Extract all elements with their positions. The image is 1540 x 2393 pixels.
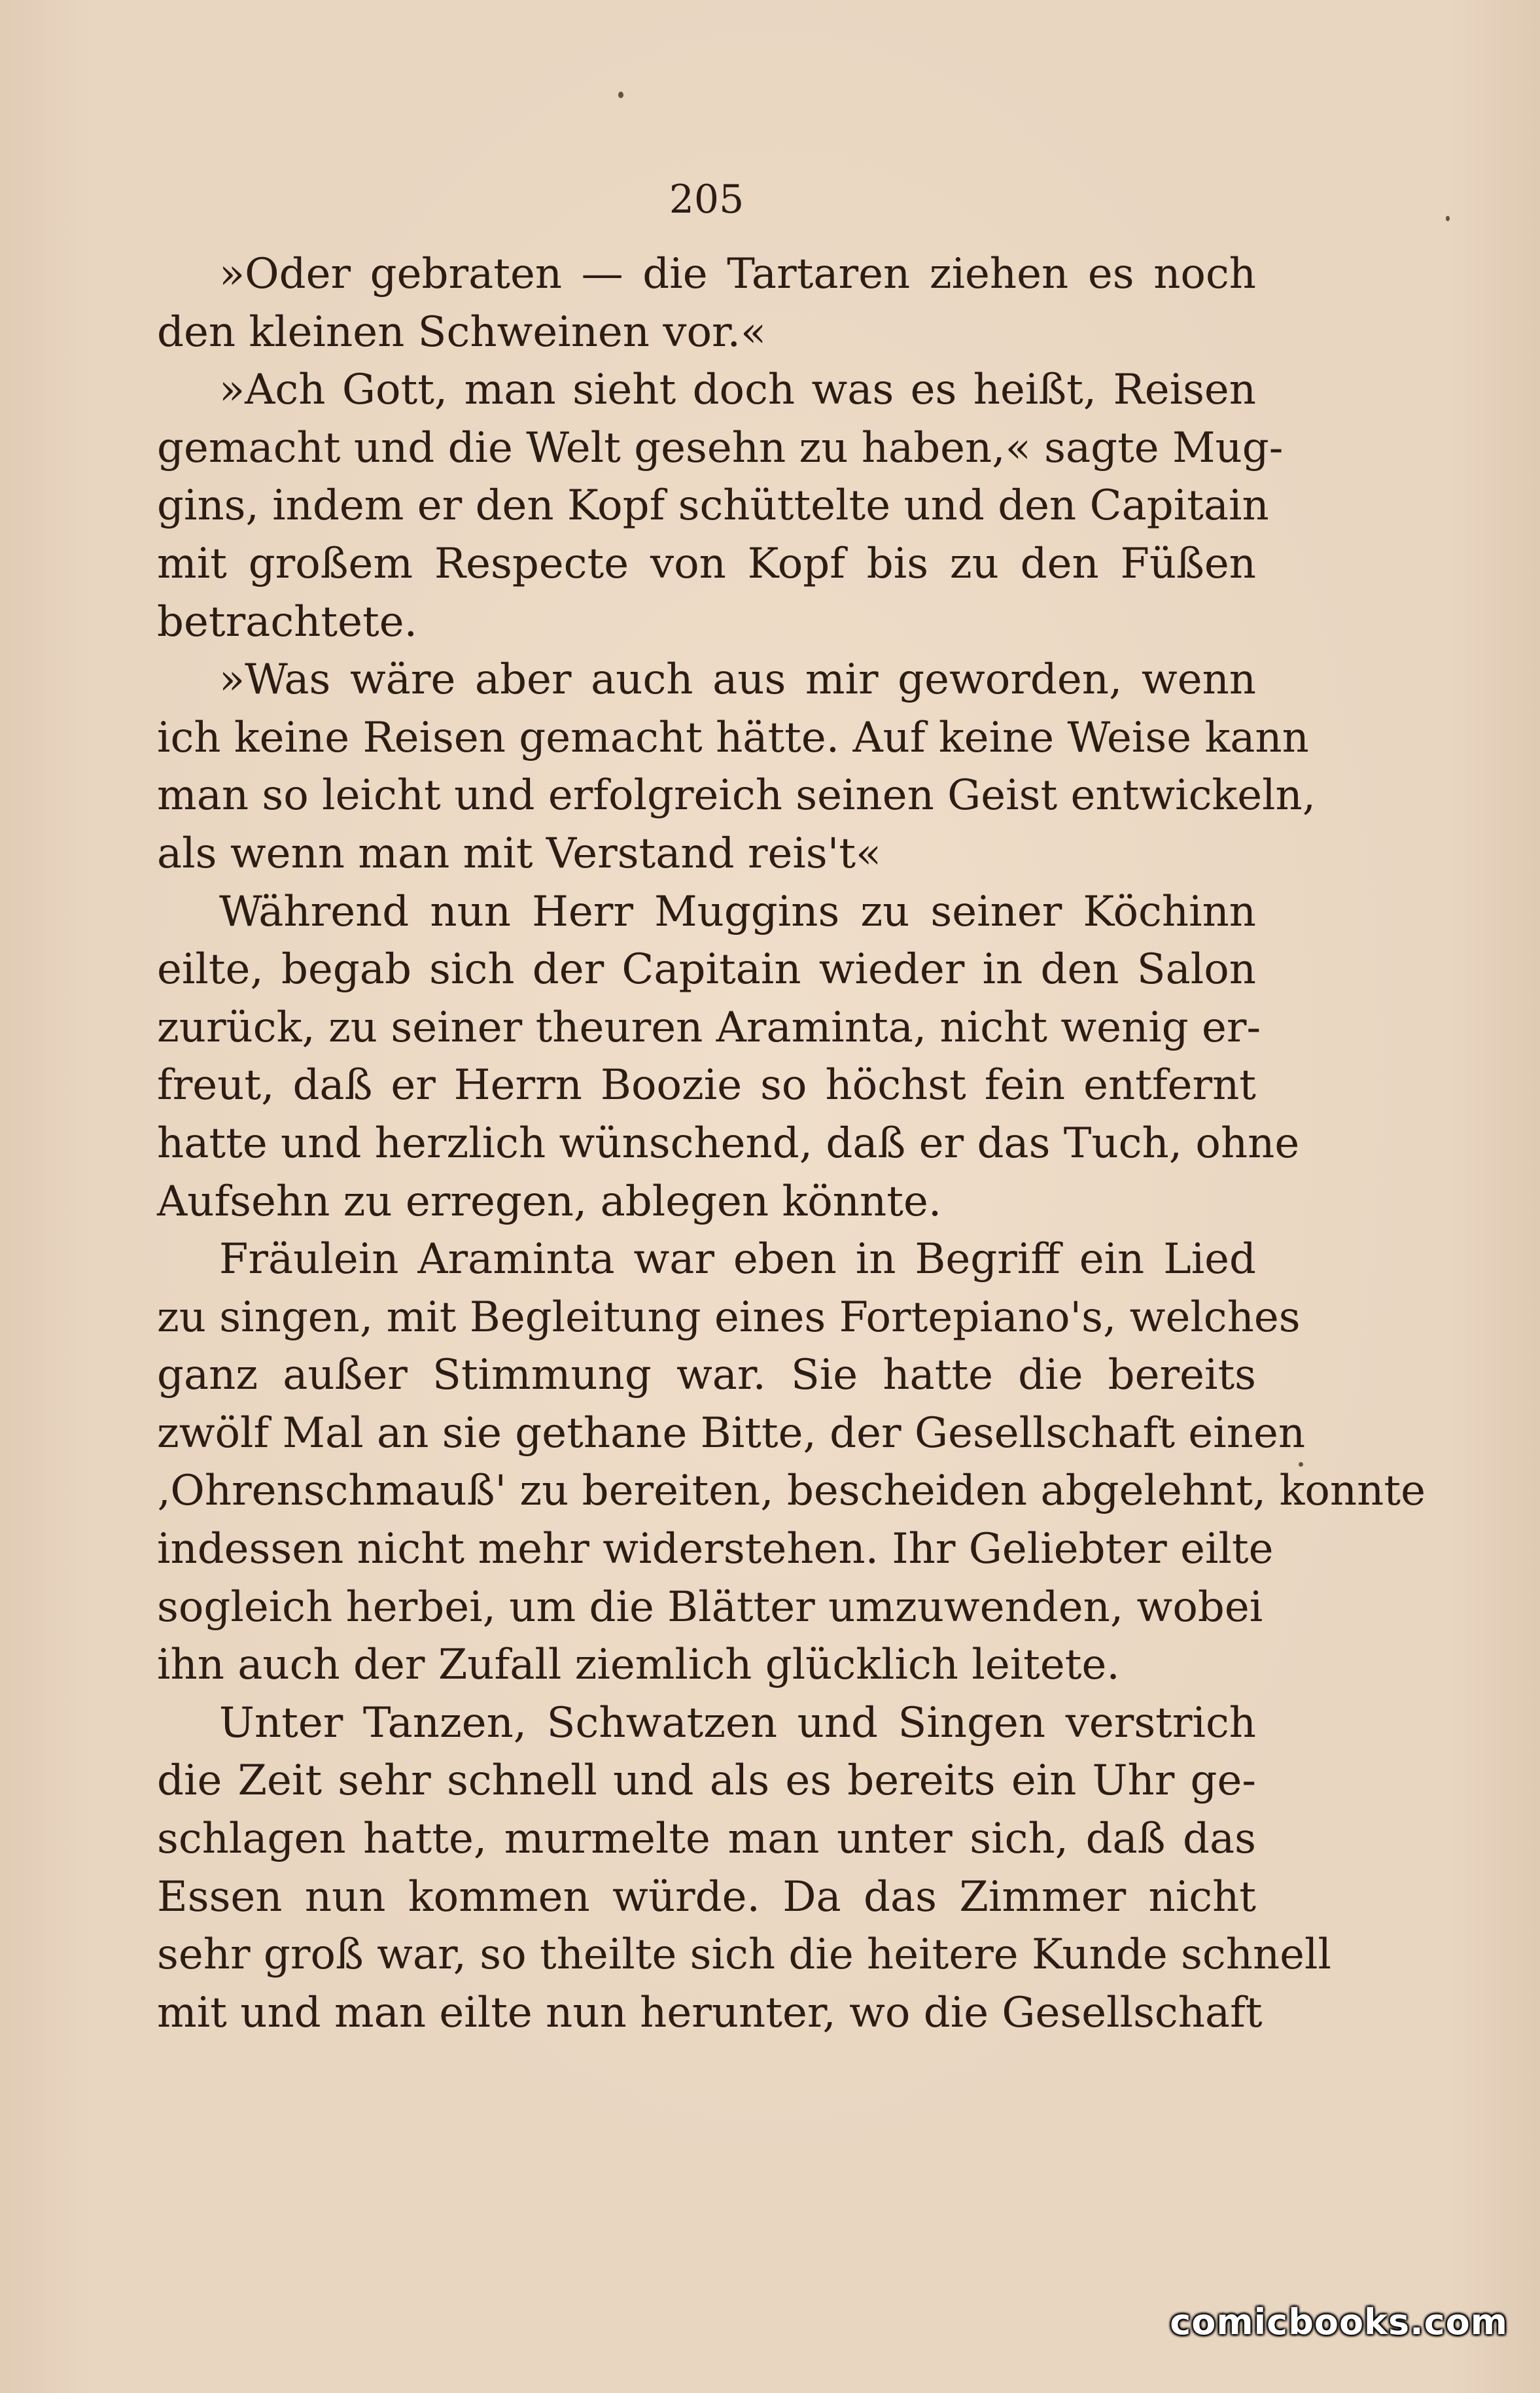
text-line: ‚Ohrenschmauß' zu bereiten, bescheiden abgelehnt, konnte — [157, 1467, 1426, 1516]
text-line: zurück, zu seiner theuren Araminta, nicht wenig er- — [157, 1003, 1261, 1052]
text-line: gemacht und die Welt gesehn zu haben,« sagte Mug- — [157, 423, 1284, 472]
text-line: mit großem Respecte von Kopf bis zu den Füßen — [157, 539, 1256, 588]
text-line: zu singen, mit Begleitung eines Fortepiano's, welches — [157, 1293, 1301, 1342]
text-line: Essen nun kommen würde. Da das Zimmer nicht — [157, 1872, 1256, 1921]
text-line: schlagen hatte, murmelte man unter sich, daß das — [157, 1815, 1256, 1864]
text-line: »Was wäre aber auch aus mir geworden, wenn — [219, 655, 1256, 705]
text-line: den kleinen Schweinen vor.« — [157, 307, 767, 357]
paper-speck — [1299, 1462, 1303, 1467]
text-line: freut, daß er Herrn Boozie so höchst fein entfernt — [157, 1061, 1256, 1110]
text-line: ganz außer Stimmung war. Sie hatte die bereits — [157, 1351, 1256, 1400]
text-line: als wenn man mit Verstand reis't« — [157, 829, 882, 878]
page-number: 205 — [669, 177, 744, 222]
text-line: die Zeit sehr schnell und als es bereits ein Uhr ge- — [157, 1756, 1256, 1806]
text-line: man so leicht und erfolgreich seinen Geist entwickeln, — [157, 771, 1316, 820]
watermark-logo: comicbooks.com — [1170, 2301, 1508, 2343]
text-line: Fräulein Araminta war eben in Begriff ein Lied — [219, 1235, 1256, 1284]
text-line: gins, indem er den Kopf schüttelte und den Capitain — [157, 481, 1269, 531]
text-line: Während nun Herr Muggins zu seiner Köchinn — [219, 887, 1256, 936]
text-line: ich keine Reisen gemacht hätte. Auf keine Weise kann — [157, 713, 1309, 762]
text-line: mit und man eilte nun herunter, wo die Gesellschaft — [157, 1988, 1263, 2037]
text-line: Aufsehn zu erregen, ablegen könnte. — [157, 1177, 942, 1226]
text-line: indessen nicht mehr widerstehen. Ihr Geliebter eilte — [157, 1525, 1274, 1574]
text-line: »Oder gebraten — die Tartaren ziehen es noch — [219, 250, 1256, 298]
text-line: zwölf Mal an sie gethane Bitte, der Gesellschaft einen — [157, 1408, 1306, 1458]
paper-speck — [618, 92, 623, 98]
paper-speck — [1446, 216, 1450, 221]
text-line: Unter Tanzen, Schwatzen und Singen verstrich — [219, 1698, 1256, 1747]
text-line: betrachtete. — [157, 597, 417, 646]
text-line: sehr groß war, so theilte sich die heitere Kunde schnell — [157, 1930, 1331, 1980]
text-line: ihn auch der Zufall ziemlich glücklich leitete. — [157, 1641, 1120, 1690]
text-line: sogleich herbei, um die Blätter umzuwenden, wobei — [157, 1582, 1263, 1632]
text-block — [157, 167, 1426, 2042]
text-line: eilte, begab sich der Capitain wieder in den Salon — [157, 945, 1256, 994]
text-line: »Ach Gott, man sieht doch was es heißt, Reisen — [219, 366, 1256, 415]
text-line: hatte und herzlich wünschend, daß er das Tuch, ohne — [157, 1119, 1300, 1168]
